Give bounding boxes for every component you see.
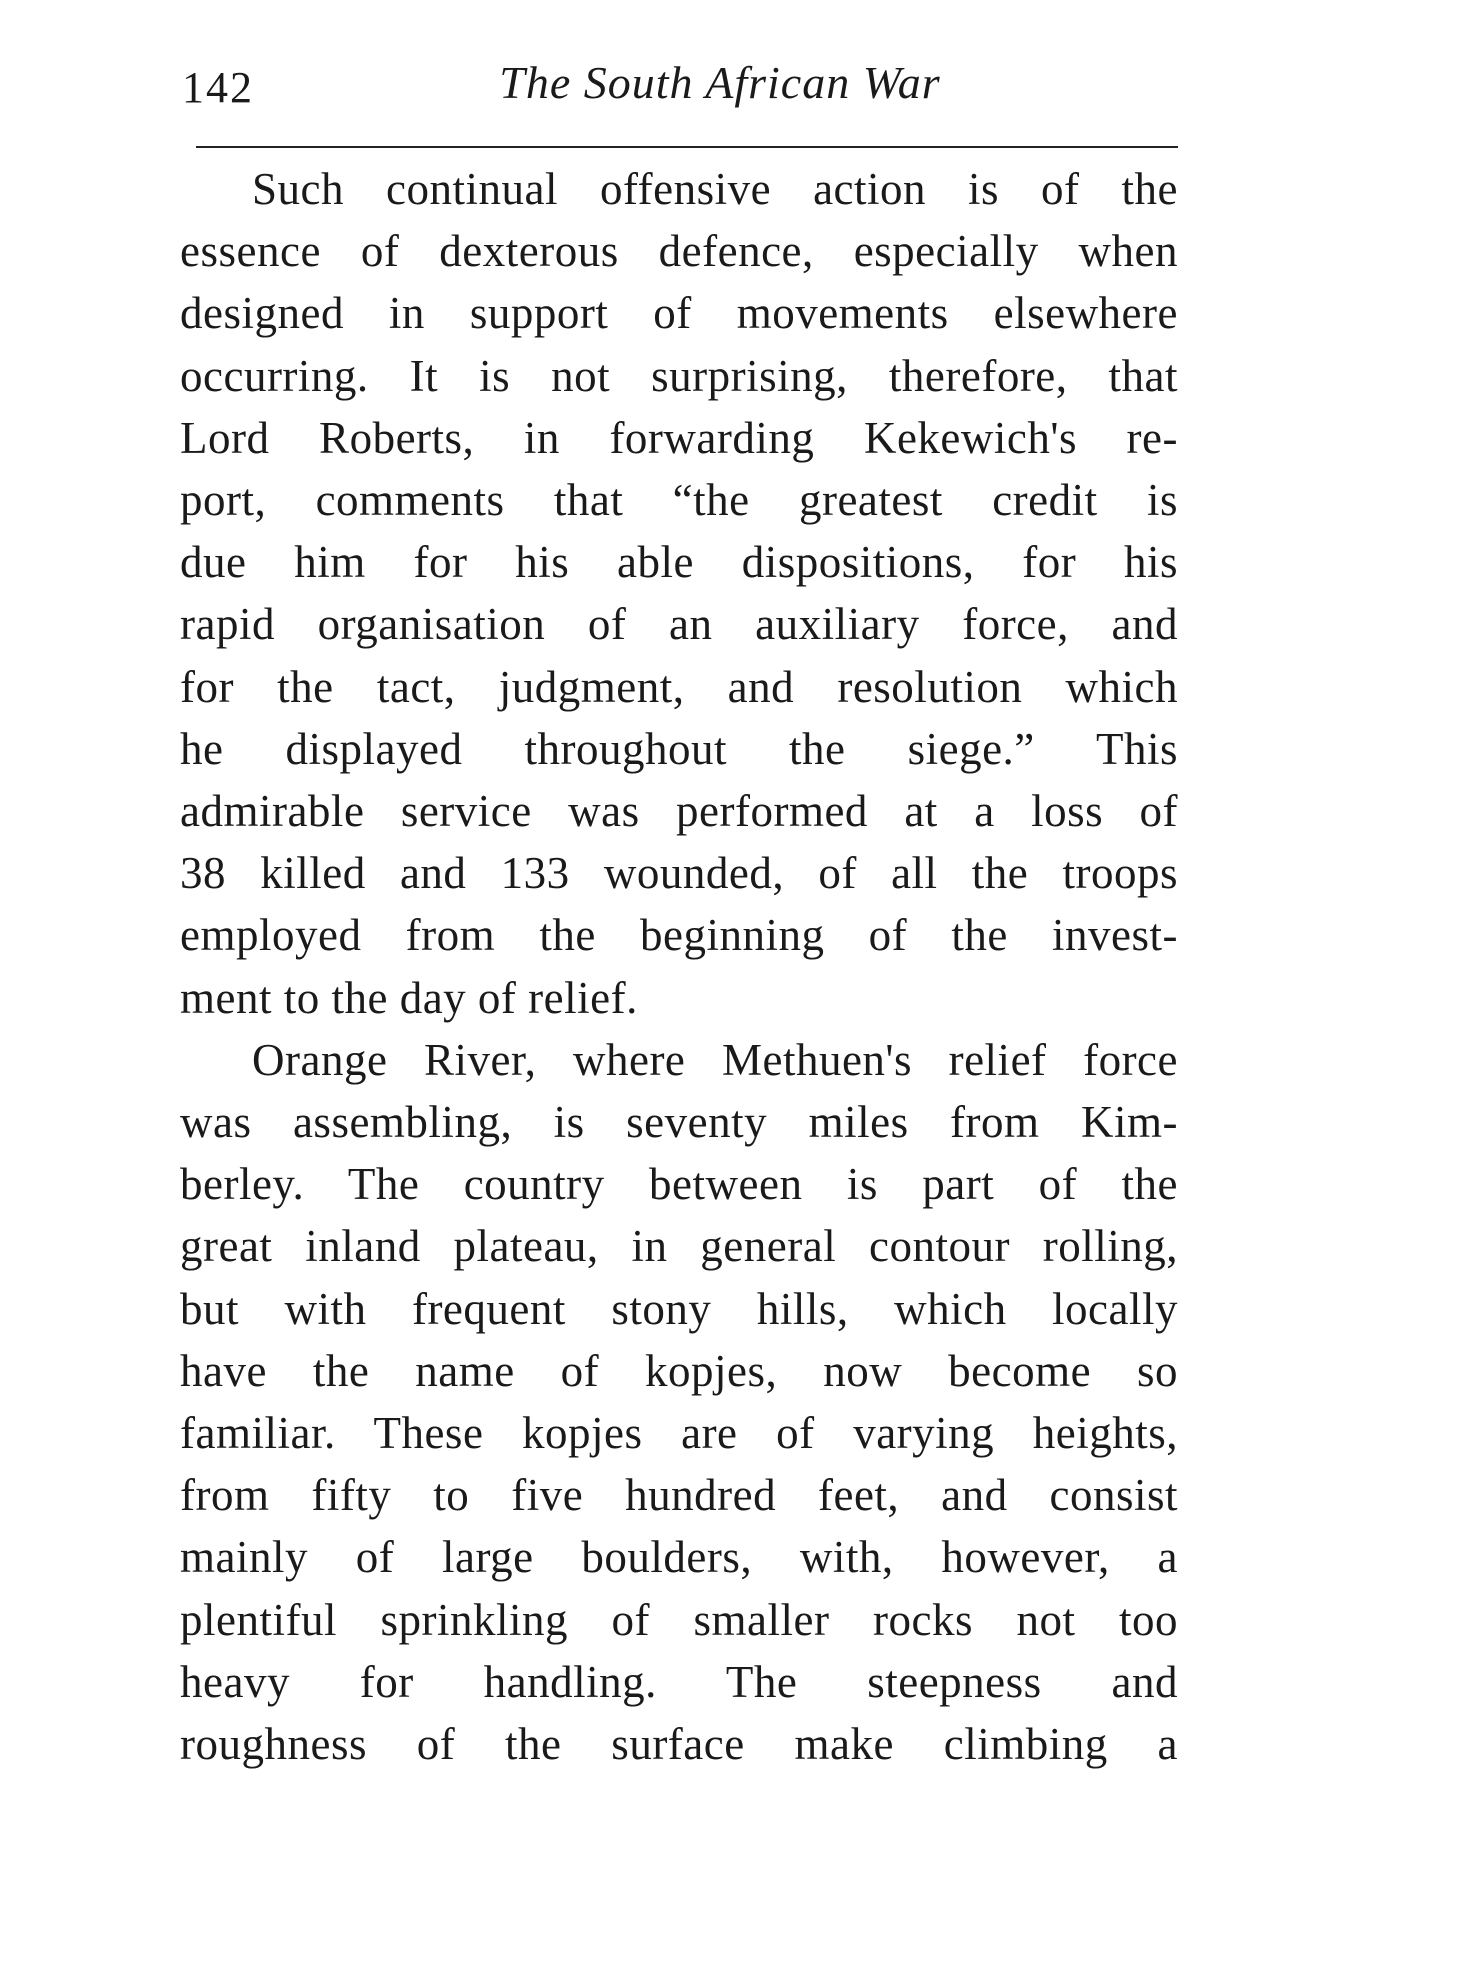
text-line: Orange River, where Methuen's relief force <box>252 1034 1178 1085</box>
text-line: heavy for handling. The steepness and <box>180 1656 1178 1707</box>
running-title: The South African War <box>499 57 941 108</box>
text-line: have the name of kopjes, now become so <box>180 1345 1178 1396</box>
text-line: mainly of large boulders, with, however, a <box>180 1532 1178 1583</box>
text-line: due him for his able dispositions, for his <box>180 537 1178 588</box>
text-line: rapid organisation of an auxiliary force, and <box>180 599 1178 650</box>
text-line: great inland plateau, in general contour rolling, <box>180 1221 1178 1272</box>
text-line: designed in support of movements elsewhere <box>180 288 1178 339</box>
text-line: Such continual offensive action is of the <box>252 164 1178 214</box>
text-line: Lord Roberts, in forwarding Kekewich's re- <box>180 412 1178 463</box>
text-line: essence of dexterous defence, especially when <box>180 226 1178 277</box>
paragraph <box>180 158 1178 1029</box>
body-text <box>180 158 1178 1775</box>
text-line: occurring. It is not surprising, therefore, that <box>180 350 1178 401</box>
text-line: 38 killed and 133 wounded, of all the troops <box>180 848 1178 899</box>
text-line: was assembling, is seventy miles from Kim- <box>180 1097 1178 1148</box>
page-number: 142 <box>182 63 254 112</box>
text-line: ment to the day of relief. <box>180 972 638 1023</box>
header-rule <box>196 146 1178 148</box>
text-line: for the tact, judgment, and resolution which <box>180 661 1178 712</box>
text-line: admirable service was performed at a loss of <box>180 786 1178 837</box>
text-line: familiar. These kopjes are of varying heights, <box>180 1408 1178 1459</box>
text-line: plentiful sprinkling of smaller rocks not too <box>180 1594 1178 1645</box>
text-line: from fifty to five hundred feet, and consist <box>180 1470 1178 1521</box>
paragraph <box>180 1029 1178 1775</box>
text-line: roughness of the surface make climbing a <box>180 1719 1178 1770</box>
text-line: port, comments that “the greatest credit is <box>180 475 1178 526</box>
text-line: but with frequent stony hills, which locally <box>180 1283 1178 1334</box>
text-line: he displayed throughout the siege.” This <box>180 723 1178 774</box>
text-line: employed from the beginning of the invest- <box>180 910 1178 961</box>
text-line: berley. The country between is part of the <box>180 1159 1178 1210</box>
